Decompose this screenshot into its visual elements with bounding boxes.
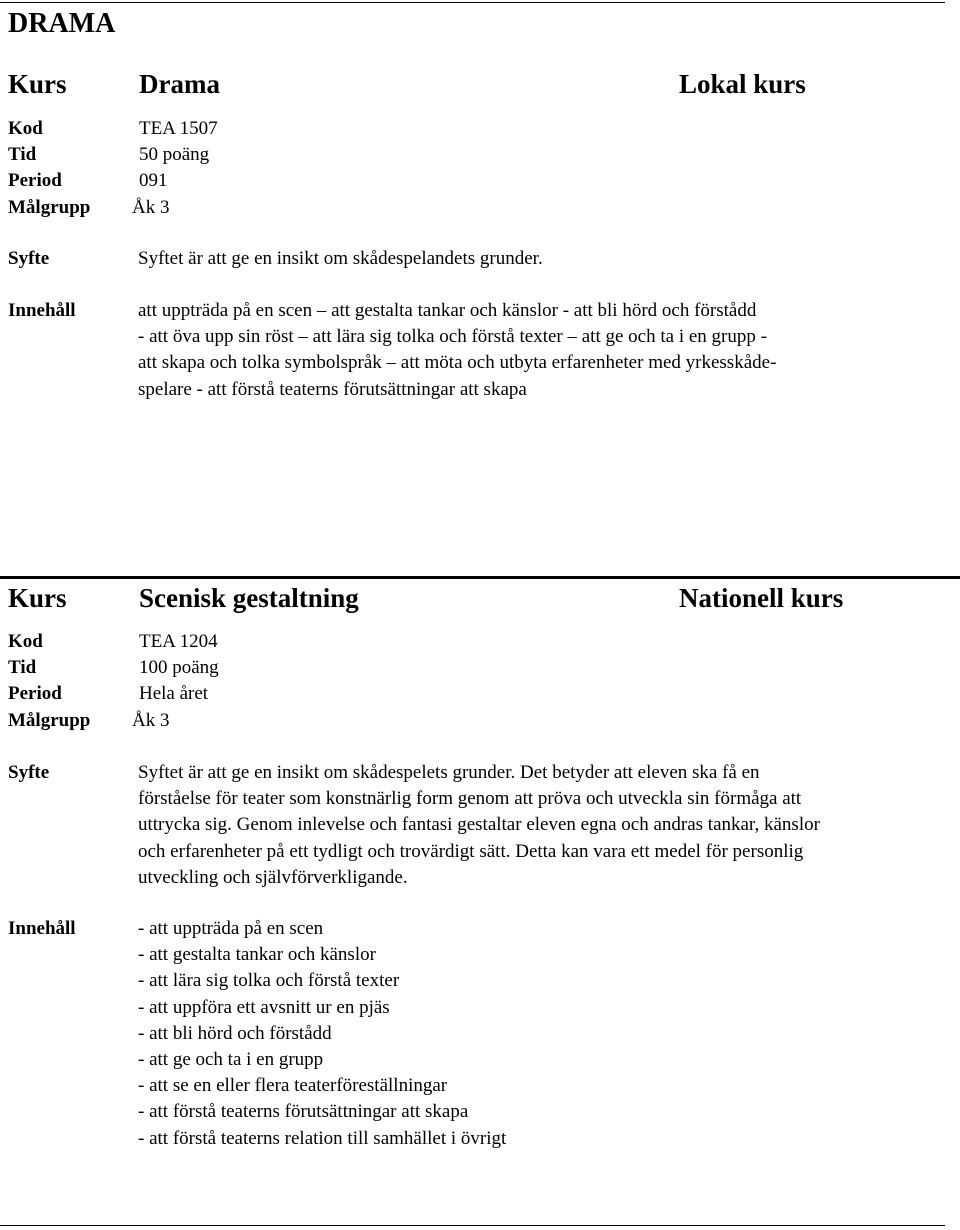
meta-value: TEA 1507	[139, 118, 218, 139]
text-line: uttrycka sig. Genom inlevelse och fantasi gestaltar eleven egna och andras tankar, känslor	[138, 814, 820, 836]
meta-row-malgrupp	[8, 708, 508, 734]
meta-row-tid	[8, 655, 508, 681]
text-line: att skapa och tolka symbolspråk – att möta och utbyta erfarenheter med yrkesskåde-	[138, 352, 777, 374]
meta-value: 091	[139, 170, 168, 192]
meta-value: 100 poäng	[139, 657, 219, 679]
meta-label: Period	[8, 683, 62, 705]
list-item: - att förstå teaterns förutsättningar att skapa	[138, 1101, 469, 1123]
innehall-label: Innehåll	[8, 918, 76, 939]
course-name: Scenisk gestaltning	[139, 583, 359, 613]
bottom-rule	[0, 1225, 945, 1226]
document-title: DRAMA	[8, 8, 116, 39]
meta-row-period	[8, 168, 508, 194]
course-meta-scenisk	[8, 629, 508, 734]
list-item: - att gestalta tankar och känslor	[138, 944, 376, 966]
meta-label: Tid	[8, 144, 37, 166]
text-line: att uppträda på en scen – att gestalta tankar och känslor - att bli hörd och förstådd	[138, 300, 757, 321]
course-name: Drama	[139, 69, 220, 99]
meta-label: Tid	[8, 657, 37, 679]
kurs-label: Kurs	[8, 69, 67, 99]
course-header-scenisk	[8, 580, 948, 616]
list-item: - att ge och ta i en grupp	[138, 1049, 324, 1071]
text-line: - att öva upp sin röst – att lära sig tolka och förstå texter – att ge och ta i en grupp -	[138, 326, 767, 348]
text-line: Syftet är att ge en insikt om skådespelets grunder. Det betyder att eleven ska få en	[138, 762, 760, 783]
meta-label: Period	[8, 170, 62, 192]
meta-value: TEA 1204	[139, 631, 218, 652]
innehall-label: Innehåll	[8, 300, 76, 321]
list-item: - att uppföra ett avsnitt ur en pjäs	[138, 996, 390, 1018]
text-line: spelare - att förstå teaterns förutsättningar att skapa	[138, 378, 527, 400]
meta-label: Kod	[8, 631, 43, 652]
meta-value: Hela året	[139, 683, 209, 705]
syfte-label: Syfte	[8, 248, 50, 269]
list-item: - att lära sig tolka och förstå texter	[138, 970, 400, 992]
text-line: förståelse för teater som konstnärlig form genom att pröva och utveckla sin förmåga att	[138, 788, 802, 810]
syfte-text	[138, 246, 958, 272]
meta-row-malgrupp	[8, 195, 508, 221]
syfte-text	[138, 760, 958, 891]
course-type: Lokal kurs	[679, 69, 806, 99]
list-item: - att se en eller flera teaterföreställningar	[138, 1075, 448, 1097]
text-line: Syftet är att ge en insikt om skådespelandets grunder.	[138, 248, 543, 269]
kurs-label: Kurs	[8, 583, 67, 613]
meta-value: Åk 3	[132, 196, 170, 218]
course-meta-drama	[8, 116, 508, 221]
syfte-label: Syfte	[8, 762, 50, 783]
meta-label: Målgrupp	[8, 196, 91, 218]
text-line: utveckling och självförverkligande.	[138, 866, 408, 888]
course-header-drama	[8, 66, 948, 102]
meta-row-period	[8, 681, 508, 707]
course-type: Nationell kurs	[679, 583, 844, 613]
text-line: och erfarenheter på ett tydligt och trovärdigt sätt. Detta kan vara ett medel för personlig	[138, 840, 804, 862]
meta-row-tid	[8, 142, 508, 168]
top-rule	[0, 2, 945, 3]
meta-label: Kod	[8, 118, 43, 139]
meta-label: Målgrupp	[8, 709, 91, 731]
meta-value: Åk 3	[132, 709, 170, 731]
meta-value: 50 poäng	[139, 144, 210, 166]
innehall-text	[138, 298, 958, 403]
innehall-list	[138, 916, 958, 1152]
meta-row-kod	[8, 116, 508, 142]
meta-row-kod	[8, 629, 508, 655]
list-item: - att uppträda på en scen	[138, 918, 324, 939]
list-item: - att bli hörd och förstådd	[138, 1022, 332, 1044]
list-item: - att förstå teaterns relation till samhället i övrigt	[138, 1127, 507, 1149]
section-divider	[0, 576, 960, 579]
